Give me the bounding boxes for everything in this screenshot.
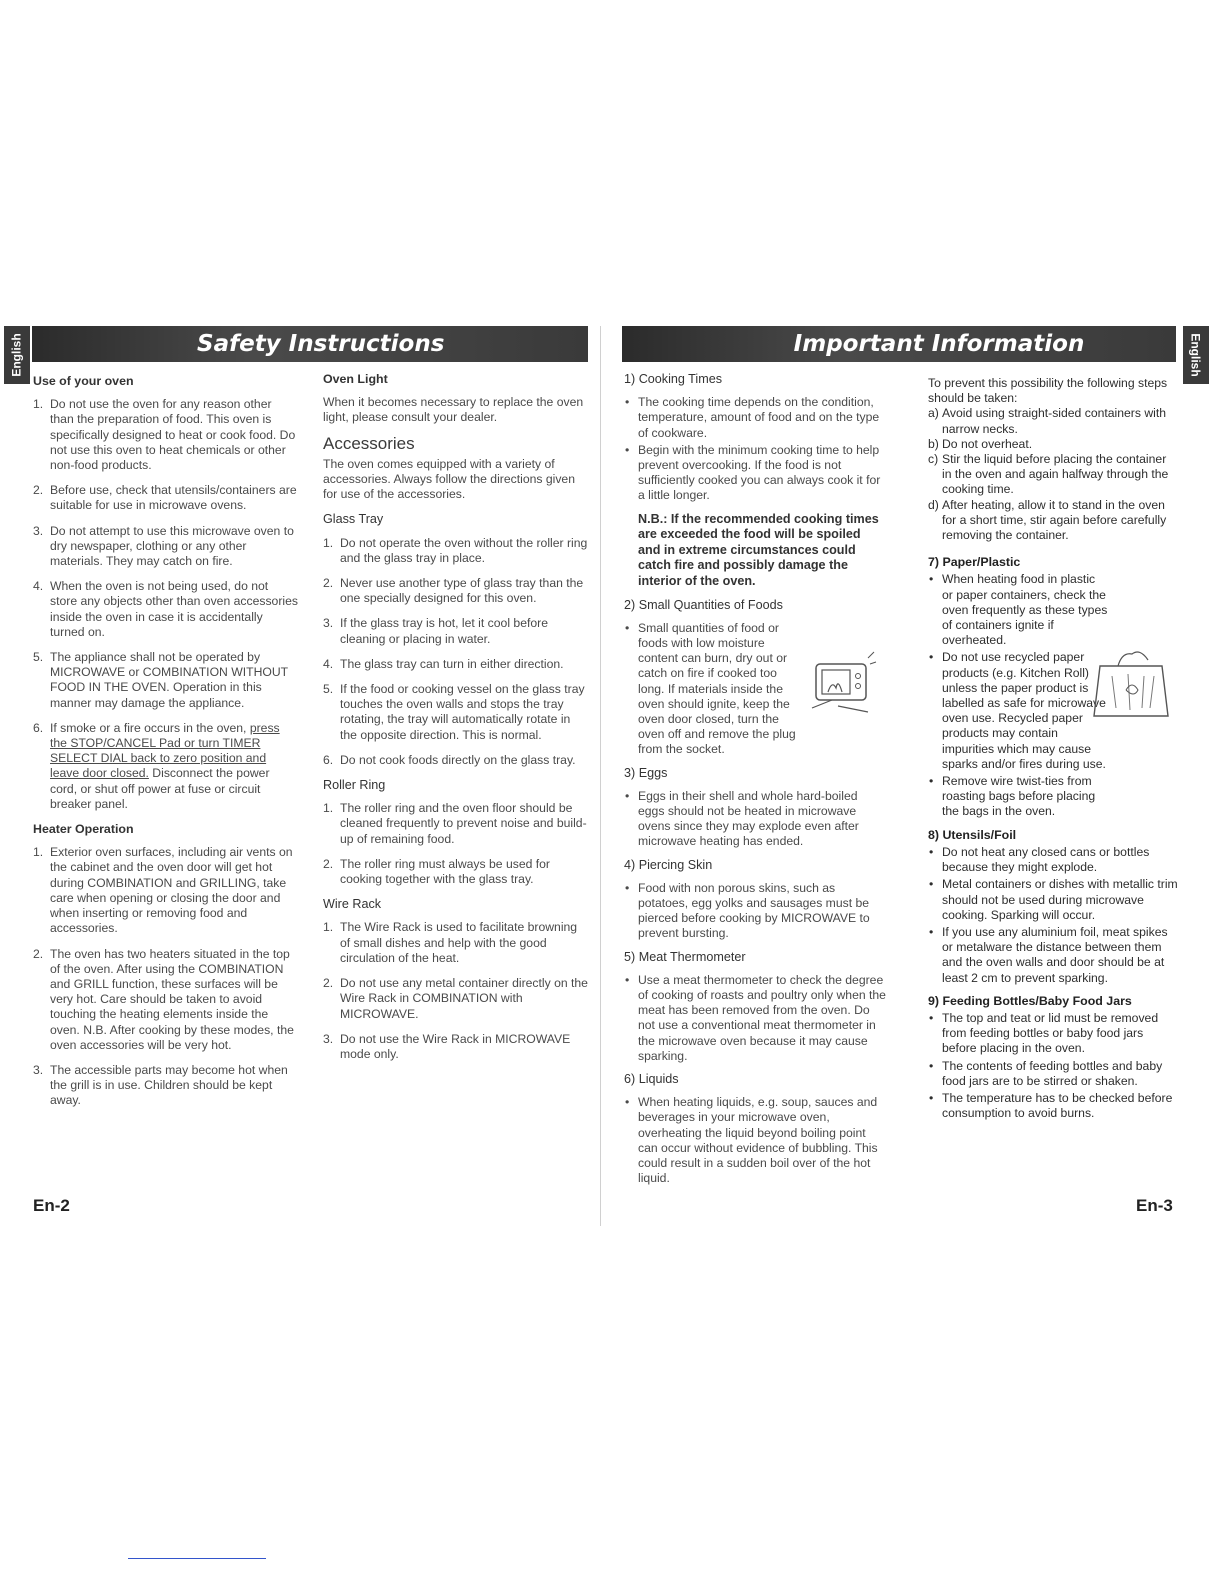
list-item: • The temperature has to be checked before consumption to avoid burns. bbox=[928, 1091, 1178, 1121]
list-item: • Metal containers or dishes with metallic trim should not be used during microwave cooking. Sparking will occur. bbox=[928, 877, 1178, 923]
list-item: 4. When the oven is not being used, do not store any objects other than oven accessories inside the oven in case it is accidentally turned on. bbox=[33, 579, 298, 639]
small-quantities-heading: 2) Small Quantities of Foods bbox=[624, 597, 783, 612]
heater-operation-heading: Heater Operation bbox=[33, 822, 134, 837]
wire-rack-list bbox=[323, 920, 588, 1062]
list-item: b) Do not overheat. bbox=[928, 436, 1033, 451]
list-item: • When heating liquids, e.g. soup, sauces and beverages in your microwave oven, overheating the liquid beyond boiling point can occur without evidence of bubbling. This could result in a sudden boil over of the hot liquid. bbox=[624, 1095, 886, 1186]
list-item: 4. The glass tray can turn in either direction. bbox=[323, 656, 564, 671]
eggs-heading: 3) Eggs bbox=[624, 765, 668, 780]
list-item: 2. Before use, check that utensils/containers are suitable for use in microwave ovens. bbox=[33, 483, 297, 513]
list-item: 2. Do not use any metal container directly on the Wire Rack in COMBINATION with MICROWAVE. bbox=[323, 976, 588, 1021]
list-item: • The contents of feeding bottles and baby food jars are to be stirred or shaken. bbox=[928, 1059, 1178, 1089]
list-item: 6. If smoke or a fire occurs in the oven, press the STOP/CANCEL Pad or turn TIMER SELECT DIAL back to zero position and leave door closed. Disconnect the power cord, or shut off power at fuse or circuit breaker panel. bbox=[33, 720, 280, 811]
important-information-banner: Important Information bbox=[622, 326, 1176, 362]
feeding-bottles-list bbox=[928, 1011, 1178, 1121]
glass-tray-list bbox=[323, 536, 588, 768]
list-item: • Eggs in their shell and whole hard-boiled eggs should not be heated in microwave ovens since they may explode even after microwave heating has ended. bbox=[624, 789, 886, 850]
list-item: 1. Do not operate the oven without the roller ring and the glass tray in place. bbox=[323, 535, 588, 565]
roller-ring-heading: Roller Ring bbox=[323, 778, 386, 793]
meat-thermometer-list bbox=[624, 973, 886, 1064]
list-item: 3. The accessible parts may become hot when the grill is in use. Children should be kept away. bbox=[33, 1062, 288, 1108]
list-item: 2. The oven has two heaters situated in the top of the oven. After using the COMBINATION and GRILL function, these surfaces will be very hot. Care should be taken to avoid touching the heating elements inside the oven. N.B. After cooking by these modes, the oven accessories will be very hot. bbox=[33, 946, 294, 1052]
list-item: • The top and teat or lid must be removed from feeding bottles or baby food jars before placing in the oven. bbox=[928, 1011, 1178, 1057]
use-of-oven-list bbox=[33, 397, 298, 812]
utensils-foil-heading: 8) Utensils/Foil bbox=[928, 827, 1017, 842]
liquids-list bbox=[624, 1095, 886, 1186]
cooking-times-list bbox=[624, 395, 886, 503]
list-item: a) Avoid using straight-sided containers with narrow necks. bbox=[928, 406, 1167, 436]
right-column-1 bbox=[624, 372, 886, 1195]
safety-instructions-banner: Safety Instructions bbox=[32, 326, 588, 362]
paper-bag-icon bbox=[1088, 646, 1174, 722]
page-divider bbox=[600, 326, 601, 1226]
use-of-oven-heading: Use of your oven bbox=[33, 374, 134, 388]
list-item: 3. Do not attempt to use this microwave oven to dry newspaper, clothing or any other materials. They may catch on fire. bbox=[33, 523, 294, 569]
glass-tray-heading: Glass Tray bbox=[323, 512, 384, 527]
list-item: • If you use any aluminium foil, meat spikes or metalware the distance between them and the oven walls and door should be at least 2 cm to prevent sparking. bbox=[928, 925, 1178, 986]
roller-ring-list bbox=[323, 801, 588, 887]
eggs-list bbox=[624, 789, 886, 850]
utensils-foil-list bbox=[928, 845, 1178, 986]
page-number-right: En-3 bbox=[1136, 1196, 1173, 1215]
list-item: 1. The Wire Rack is used to facilitate browning of small dishes and help with the good circulation of the heat. bbox=[323, 920, 578, 965]
bottom-rule bbox=[128, 1558, 266, 1559]
list-item: 6. Do not cook foods directly on the glass tray. bbox=[323, 752, 576, 767]
language-tab-left: English bbox=[4, 326, 30, 384]
liquids-prevention-intro: To prevent this possibility the following steps should be taken: bbox=[928, 376, 1168, 406]
feeding-bottles-heading: 9) Feeding Bottles/Baby Food Jars bbox=[928, 993, 1132, 1008]
heater-operation-list bbox=[33, 845, 298, 1108]
list-item: 3. Do not use the Wire Rack in MICROWAVE mode only. bbox=[323, 1031, 571, 1061]
list-item: 5. If the food or cooking vessel on the glass tray touches the oven walls and stops the tray rotating, the tray will automatically rotate in the opposite direction. This is normal. bbox=[323, 682, 585, 742]
list-item: d) After heating, allow it to stand in the oven for a short time, stir again before carefully removing the container. bbox=[928, 497, 1167, 543]
language-tab-right: English bbox=[1183, 326, 1209, 384]
list-item: 2. Never use another type of glass tray than the one specially designed for this oven. bbox=[323, 576, 584, 606]
list-item: • Food with non porous skins, such as potatoes, egg yolks and sausages must be pierced before cooking by MICROWAVE to prevent bursting. bbox=[624, 881, 886, 942]
accessories-text: The oven comes equipped with a variety of accessories. Always follow the directions given for use of the accessories. bbox=[323, 456, 575, 502]
page-number-left: En-2 bbox=[33, 1196, 70, 1215]
oven-fire-icon bbox=[808, 650, 878, 718]
accessories-heading: Accessories bbox=[323, 433, 415, 453]
list-item: 1. Do not use the oven for any reason other than the preparation of food. This oven is specifically designed to heat or cook food. Do not use this oven to heat chemicals or other non-food products. bbox=[33, 397, 296, 473]
list-item: • Remove wire twist-ties from roasting bags before placing the bags in the oven. bbox=[928, 774, 1108, 820]
paper-plastic-heading: 7) Paper/Plastic bbox=[928, 555, 1021, 570]
list-item: 5. The appliance shall not be operated by MICROWAVE or COMBINATION WITHOUT FOOD IN THE OVEN. Operation in this manner may damage the appliance. bbox=[33, 650, 288, 710]
list-item: 1. Exterior oven surfaces, including air vents on the cabinet and the oven door will get hot during COMBINATION and GRILLING, take care when opening or closing the door and when inserting or removing food and accessories. bbox=[33, 845, 293, 936]
right-column-2 bbox=[928, 376, 1178, 1129]
list-item: • The cooking time depends on the condition, temperature, amount of food and on the type of cookware. bbox=[624, 395, 886, 441]
left-column-1 bbox=[33, 374, 298, 1119]
list-item: • Do not heat any closed cans or bottles because they might explode. bbox=[928, 845, 1178, 875]
piercing-skin-heading: 4) Piercing Skin bbox=[624, 857, 713, 872]
meat-thermometer-heading: 5) Meat Thermometer bbox=[624, 949, 746, 964]
oven-light-text: When it becomes necessary to replace the oven light, please consult your dealer. bbox=[323, 395, 584, 425]
list-item: 2. The roller ring must always be used for cooking together with the glass tray. bbox=[323, 856, 550, 887]
cooking-times-heading: 1) Cooking Times bbox=[624, 372, 722, 386]
list-item: 3. If the glass tray is hot, let it cool before cleaning or placing in water. bbox=[323, 616, 548, 646]
underlined-instruction: press the STOP/CANCEL Pad or turn TIMER SELECT DIAL back to zero position and leave door closed. bbox=[50, 720, 280, 781]
list-item: • Small quantities of food or foods with low moisture content can burn, dry out or catch on fire if cooked too long. If materials inside the oven should ignite, keep the oven door closed, turn the oven off and remove the plug from the socket. bbox=[624, 621, 806, 758]
wire-rack-heading: Wire Rack bbox=[323, 897, 382, 912]
list-item: 1. The roller ring and the oven floor should be cleaned frequently to prevent noise and build-up of remaining food. bbox=[323, 801, 587, 846]
liquids-prevention-steps bbox=[928, 406, 1178, 543]
liquids-heading: 6) Liquids bbox=[624, 1072, 679, 1087]
list-item: c) Stir the liquid before placing the container in the oven and again halfway through the cooking time. bbox=[928, 452, 1169, 497]
left-column-2 bbox=[323, 372, 588, 1072]
piercing-skin-list bbox=[624, 881, 886, 942]
list-item: • When heating food in plastic or paper containers, check the oven frequently as these types of containers ignite if overheated. bbox=[928, 572, 1108, 648]
cooking-times-note: N.B.: If the recommended cooking times are exceeded the food will be spoiled and in extreme circumstances could catch fire and possibly damage the interior of the oven. bbox=[638, 511, 879, 588]
oven-light-heading: Oven Light bbox=[323, 372, 388, 386]
list-item: • Do not use recycled paper products (e.g. Kitchen Roll) unless the paper product is labelled as safe for microwave oven use. Recycled paper products may contain impurities which may cause sparks and/or fires during use. bbox=[928, 650, 1108, 772]
list-item: • Use a meat thermometer to check the degree of cooking of roasts and poultry only when the meat has been removed from the oven. Do not use a conventional meat thermometer in the microwave oven because it may cause sparking. bbox=[624, 973, 886, 1064]
list-item: • Begin with the minimum cooking time to help prevent overcooking. If the food is not sufficiently cooked you can always cook it for a little longer. bbox=[624, 443, 886, 504]
